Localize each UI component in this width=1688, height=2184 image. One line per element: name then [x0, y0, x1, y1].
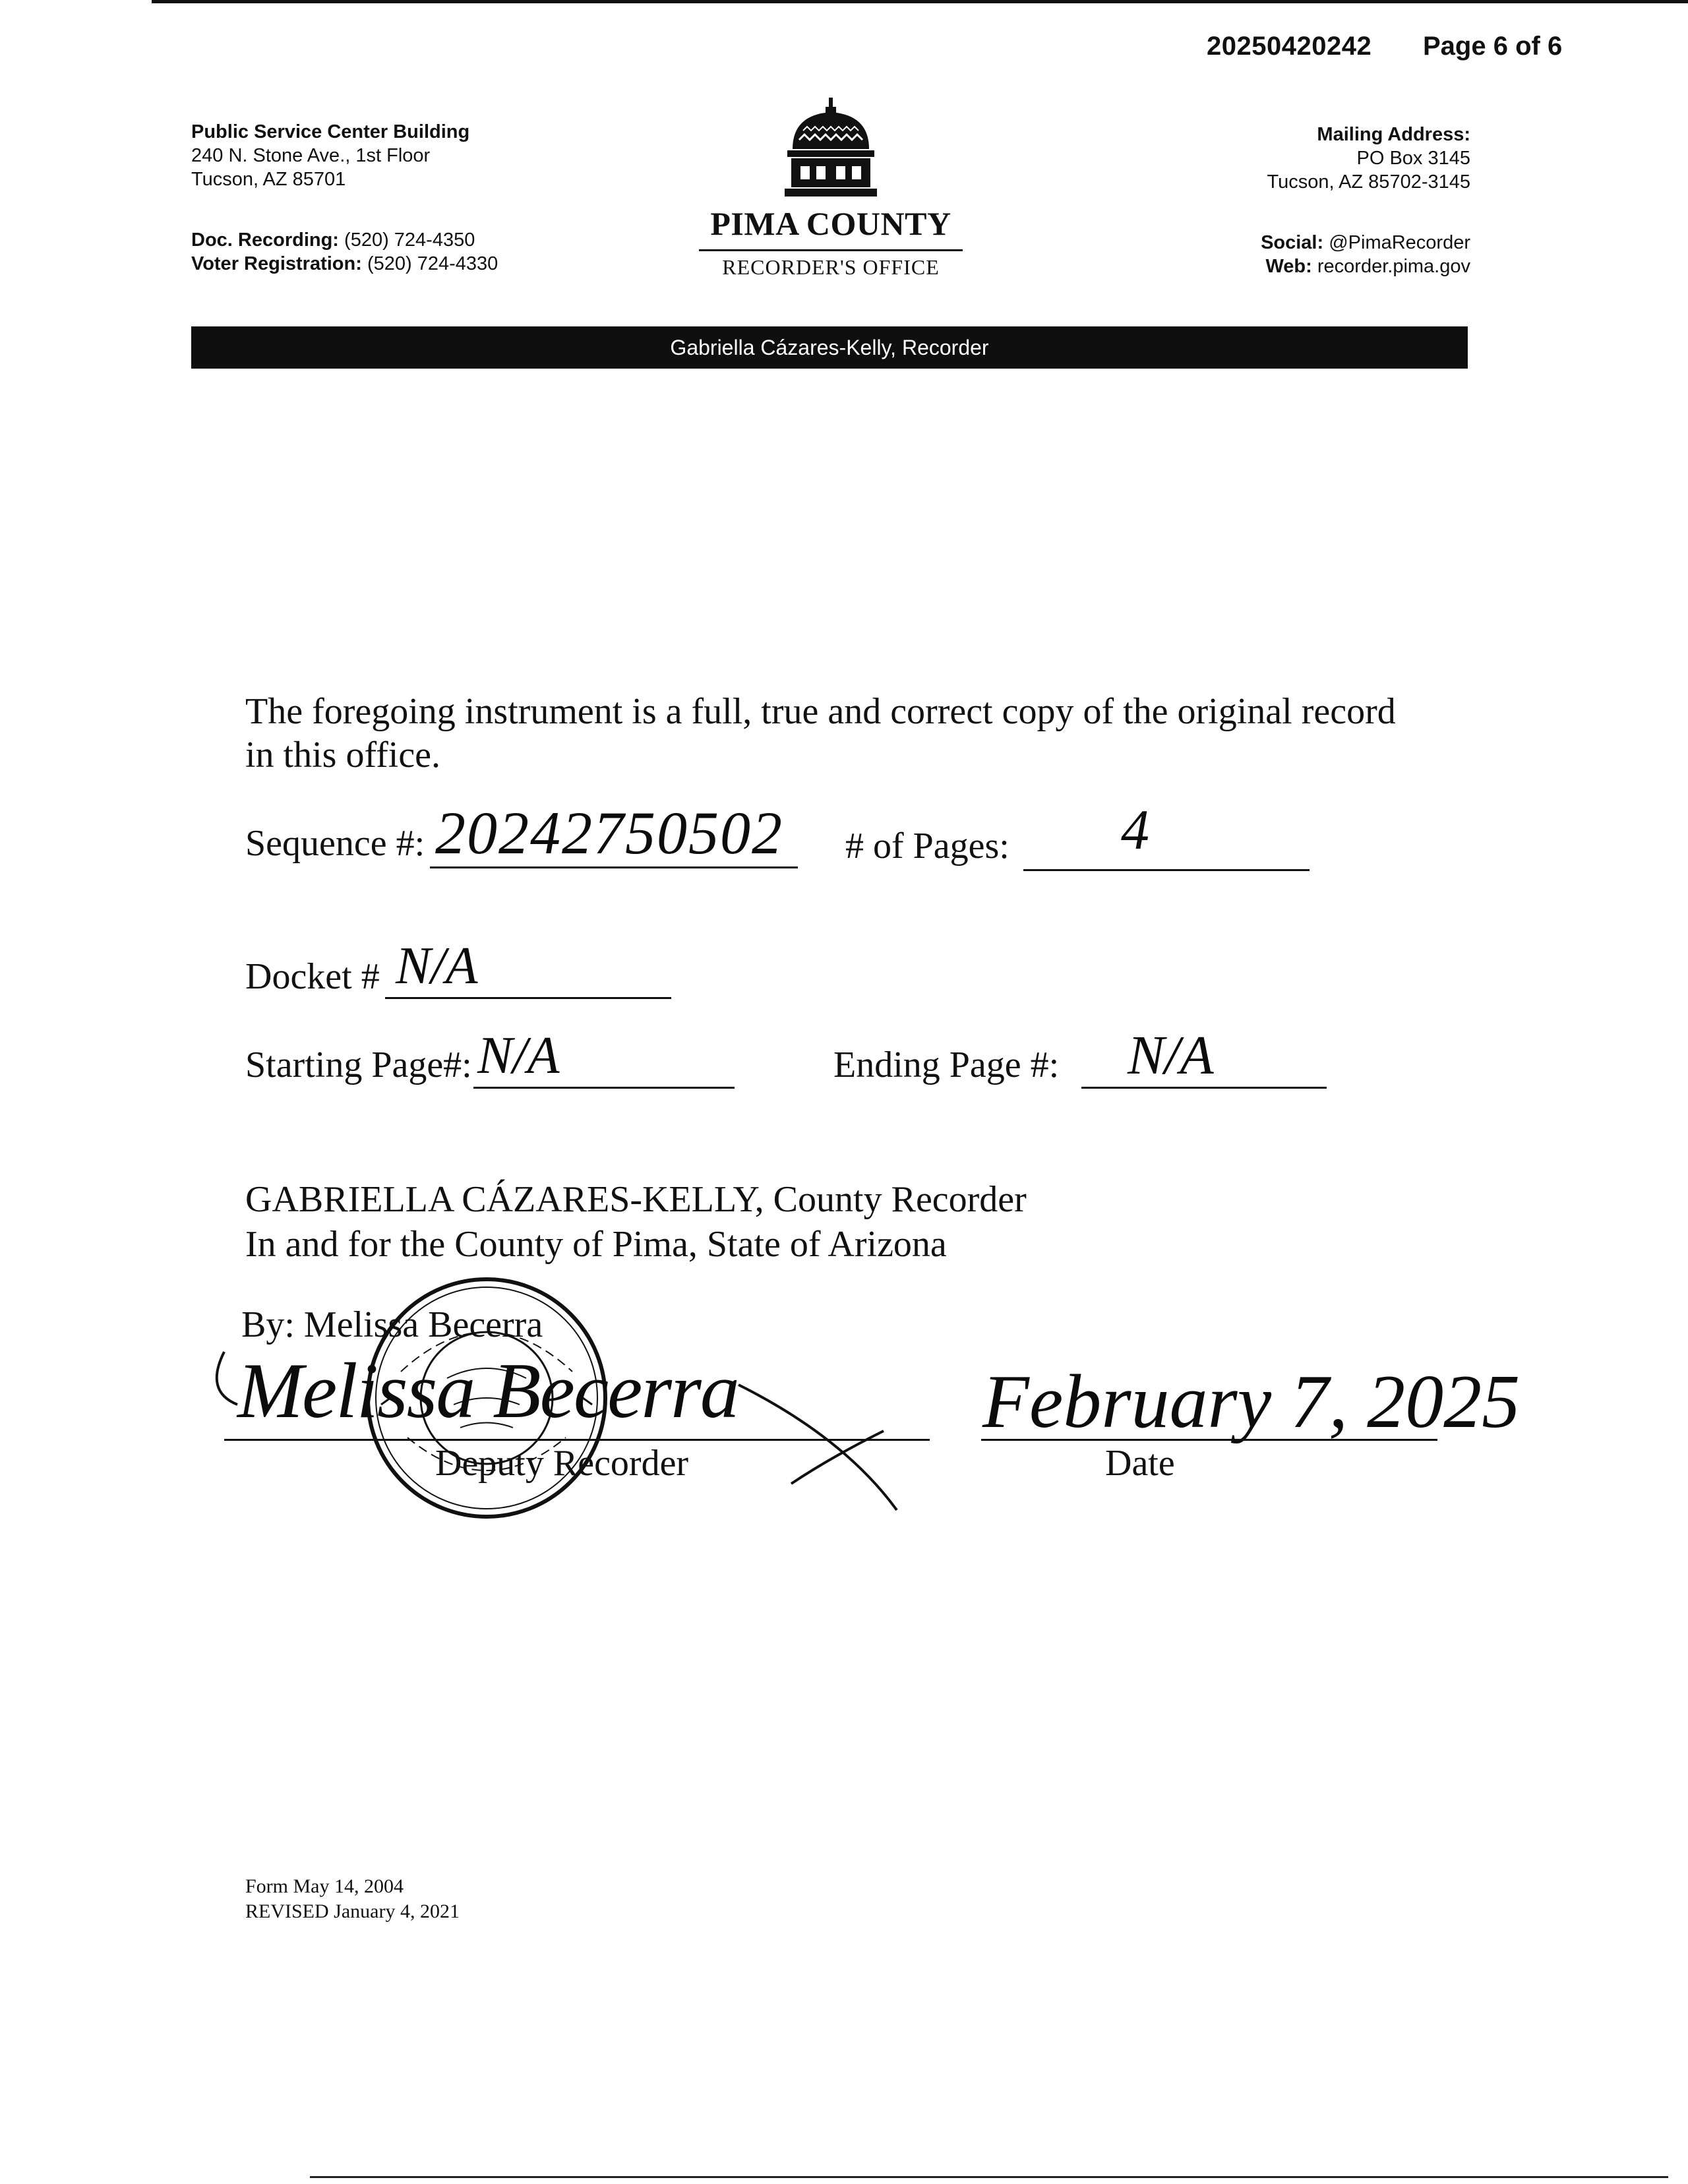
- ending-page-label: Ending Page #:: [833, 1045, 1060, 1085]
- web-label: Web:: [1265, 256, 1312, 277]
- deputy-recorder-label: Deputy Recorder: [435, 1443, 689, 1484]
- mailing-city: Tucson, AZ 85702-3145: [1267, 171, 1470, 193]
- web-url: recorder.pima.gov: [1317, 256, 1470, 277]
- doc-recording-label: Doc. Recording:: [191, 229, 339, 251]
- sequence-label: Sequence #:: [245, 823, 425, 864]
- ending-page-value: N/A: [1128, 1025, 1214, 1086]
- office-phones: [191, 228, 498, 276]
- date-line: [981, 1439, 1437, 1441]
- social-label: Social:: [1261, 232, 1324, 253]
- pages-line: [1023, 869, 1310, 871]
- sequence-value: 20242750502: [435, 799, 783, 866]
- docket-line: [385, 997, 671, 999]
- form-date: Form May 14, 2004: [245, 1875, 404, 1897]
- capitol-dome-logo: [785, 98, 877, 202]
- voter-registration-label: Voter Registration:: [191, 253, 362, 274]
- signature-flourish: [198, 1332, 923, 1530]
- starting-page-value: N/A: [477, 1027, 560, 1085]
- document-number: 20250420242: [1207, 32, 1372, 61]
- signature-line: [224, 1439, 930, 1441]
- social-handle: @PimaRecorder: [1329, 232, 1470, 253]
- deputy-signature: Melissa Becerra: [237, 1347, 738, 1434]
- pages-value: 4: [1121, 798, 1149, 861]
- city-address: Tucson, AZ 85701: [191, 169, 346, 190]
- recorder-name-line: GABRIELLA CÁZARES-KELLY, County Recorder: [245, 1179, 1027, 1220]
- office-address: [191, 120, 469, 191]
- office-name: RECORDER'S OFFICE: [699, 249, 963, 280]
- page-indicator: Page 6 of 6: [1423, 32, 1563, 61]
- docket-label: Docket #: [245, 956, 380, 997]
- top-rule: [152, 0, 1688, 3]
- mailing-label: Mailing Address:: [1317, 124, 1470, 145]
- pages-label: # of Pages:: [845, 826, 1010, 866]
- recorder-banner: Gabriella Cázares-Kelly, Recorder: [191, 326, 1468, 369]
- starting-page-label: Starting Page#:: [245, 1045, 472, 1085]
- doc-recording-phone: (520) 724-4350: [344, 229, 475, 251]
- form-revised: REVISED January 4, 2021: [245, 1900, 460, 1922]
- mailing-box: PO Box 3145: [1356, 148, 1470, 169]
- voter-registration-phone: (520) 724-4330: [367, 253, 498, 274]
- form-footer: [245, 1874, 460, 1924]
- date-label: Date: [1105, 1443, 1175, 1484]
- jurisdiction-line: In and for the County of Pima, State of Arizona: [245, 1224, 947, 1265]
- county-name: PIMA COUNTY: [710, 205, 951, 242]
- signed-date: February 7, 2025: [982, 1360, 1521, 1444]
- by-label: By: Melissa Becerra: [241, 1304, 543, 1345]
- certification-statement: [245, 690, 1396, 777]
- mailing-address: [1267, 123, 1470, 194]
- sequence-line: [430, 866, 798, 868]
- building-name: Public Service Center Building: [191, 121, 470, 142]
- bottom-rule: [310, 2176, 1668, 2178]
- ending-page-line: [1081, 1087, 1327, 1089]
- starting-page-line: [473, 1087, 735, 1089]
- statement-line-2: in this office.: [245, 735, 441, 775]
- docket-value: N/A: [396, 937, 478, 995]
- street-address: 240 N. Stone Ave., 1st Floor: [191, 145, 431, 166]
- contact-links: [1261, 231, 1470, 278]
- statement-line-1: The foregoing instrument is a full, true and correct copy of the original record: [245, 691, 1396, 732]
